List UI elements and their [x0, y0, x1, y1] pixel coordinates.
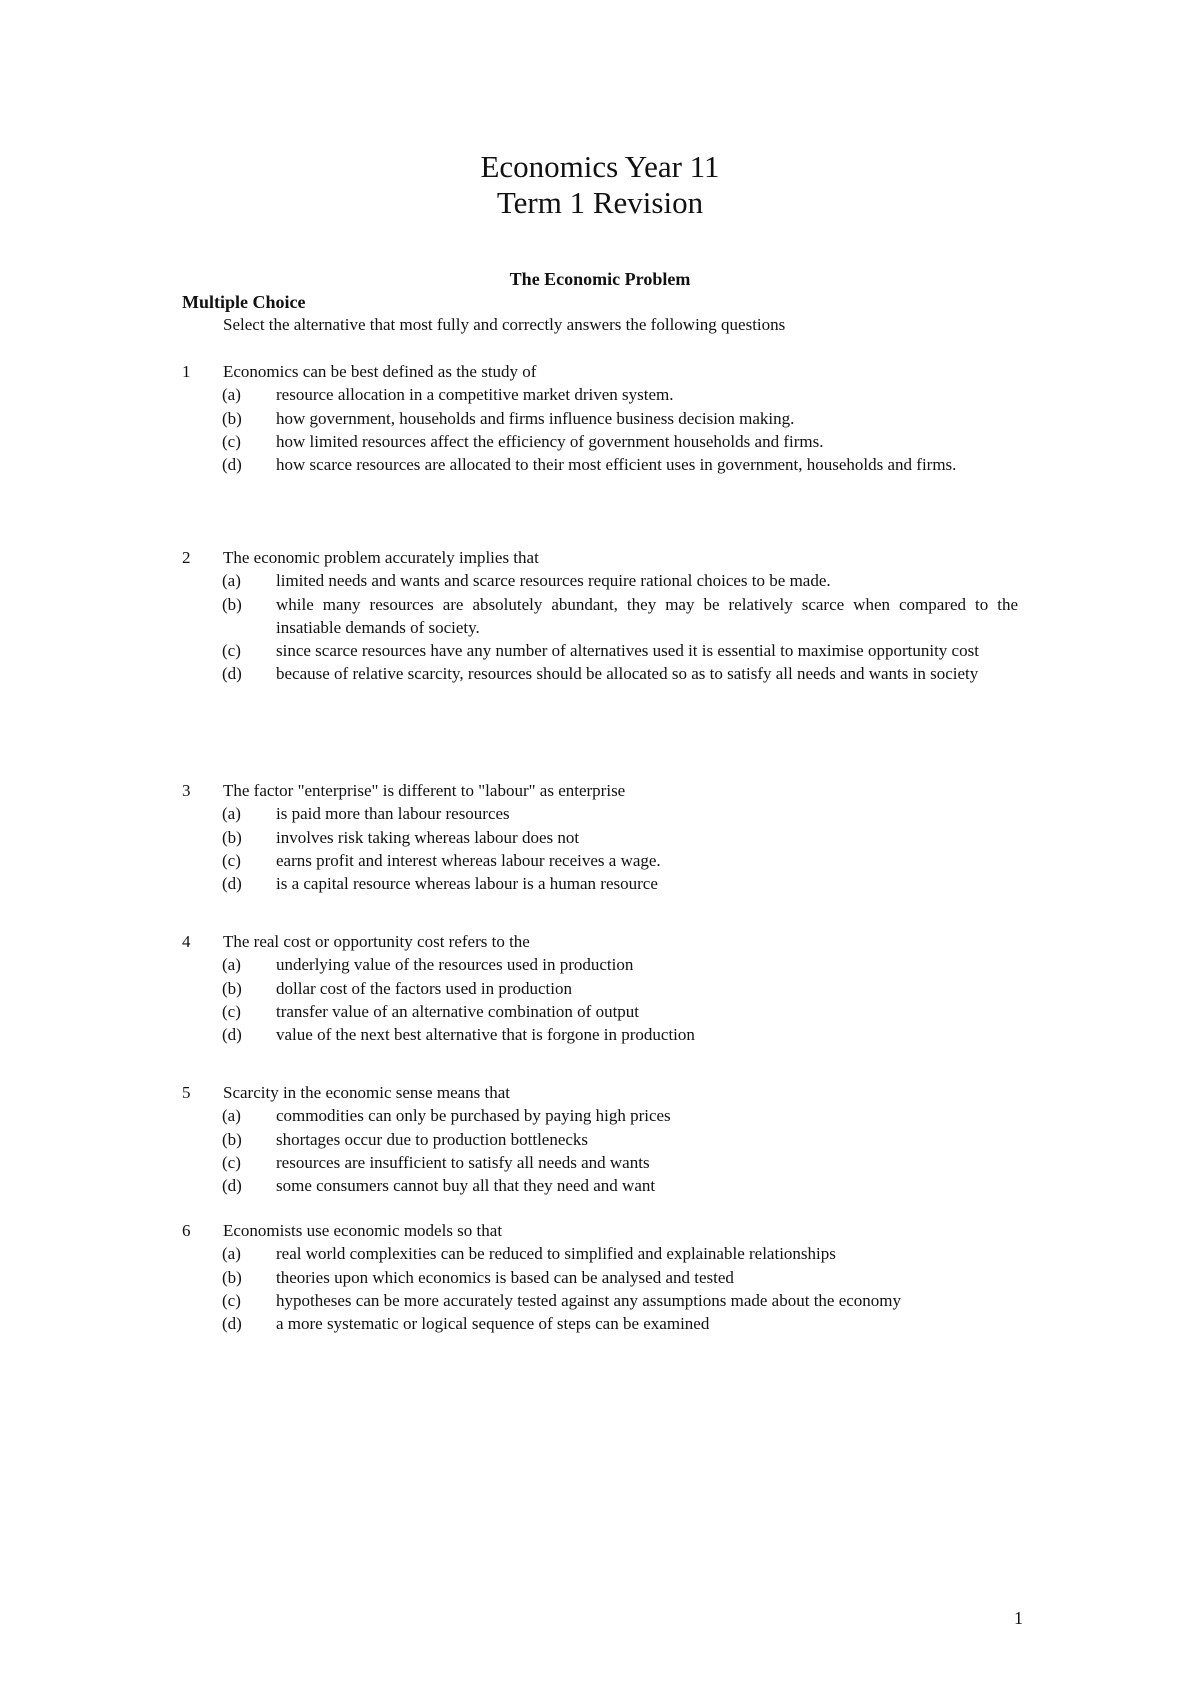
question-number: 2: [182, 548, 191, 567]
option-letter: (b): [222, 408, 242, 428]
question-4: [182, 930, 1022, 1046]
option-letter: (d): [222, 1176, 242, 1196]
question-stem: The factor "enterprise" is different to "labour" as enterprise: [223, 781, 626, 800]
answer-option-d: [182, 1023, 1022, 1046]
answer-option-a: [182, 1242, 1022, 1265]
option-letter: (b): [222, 594, 242, 614]
question-stem: The real cost or opportunity cost refers to the: [223, 932, 530, 951]
question-5: [182, 1081, 1022, 1197]
answer-option-d: [182, 1174, 1022, 1197]
answer-option-b: [182, 407, 1022, 430]
option-text: limited needs and wants and scarce resources require rational choices to be made.: [276, 571, 831, 591]
option-text: real world complexities can be reduced to simplified and explainable relationships: [276, 1244, 836, 1264]
option-text: resources are insufficient to satisfy all needs and wants: [276, 1152, 650, 1172]
answer-option-d: [182, 662, 1022, 685]
option-text: transfer value of an alternative combination of output: [276, 1001, 640, 1021]
answer-option-a: [182, 383, 1022, 406]
option-letter: (d): [222, 874, 242, 894]
question-6: [182, 1219, 1022, 1335]
question-number: 5: [182, 1083, 191, 1102]
option-letter: (b): [222, 827, 242, 847]
option-text: while many resources are absolutely abundant, they may be relatively scarce when compared to the insatiable demands of society.: [276, 594, 1018, 637]
option-letter: (d): [222, 1314, 242, 1334]
option-letter: (c): [222, 641, 241, 661]
answer-option-a: [182, 802, 1022, 825]
option-letter: (a): [222, 1106, 241, 1126]
option-text: commodities can only be purchased by paying high prices: [276, 1106, 671, 1126]
option-letter: (c): [222, 431, 241, 451]
option-text: some consumers cannot buy all that they need and want: [276, 1176, 656, 1196]
option-letter: (a): [222, 1244, 241, 1264]
answer-option-b: [182, 593, 1022, 640]
answer-option-c: [182, 639, 1022, 662]
question-number: 3: [182, 781, 191, 800]
option-text: since scarce resources have any number of alternatives used it is essential to maximise opportunity cost: [276, 641, 979, 661]
option-letter: (a): [222, 955, 241, 975]
question-1: [182, 360, 1022, 476]
answer-option-c: [182, 1151, 1022, 1174]
question-2: [182, 546, 1022, 686]
answer-option-c: [182, 849, 1022, 872]
option-text: underlying value of the resources used in production: [276, 955, 634, 975]
option-text: earns profit and interest whereas labour receives a wage.: [276, 850, 661, 870]
question-number: 6: [182, 1221, 191, 1240]
option-text: theories upon which economics is based can be analysed and tested: [276, 1267, 734, 1287]
option-letter: (c): [222, 850, 241, 870]
question-stem-row: [182, 930, 1022, 953]
option-letter: (b): [222, 1267, 242, 1287]
option-text: shortages occur due to production bottlenecks: [276, 1129, 589, 1149]
question-stem: Economics can be best defined as the study of: [223, 362, 537, 381]
answer-option-a: [182, 953, 1022, 976]
question-stem: The economic problem accurately implies that: [223, 548, 539, 567]
option-letter: (b): [222, 1129, 242, 1149]
option-letter: (c): [222, 1152, 241, 1172]
option-letter: (b): [222, 978, 242, 998]
document-title-line2: Term 1 Revision: [496, 185, 704, 220]
multiple-choice-heading: Multiple Choice: [182, 292, 306, 312]
option-text: involves risk taking whereas labour does not: [276, 827, 580, 847]
page-number: 1: [1014, 1608, 1023, 1628]
option-text: because of relative scarcity, resources should be allocated so as to satisfy all needs and wants in society: [276, 664, 979, 684]
option-text: value of the next best alternative that is forgone in production: [276, 1025, 695, 1045]
answer-option-a: [182, 569, 1022, 592]
section-title: The Economic Problem: [509, 269, 691, 289]
question-stem-row: [182, 546, 1022, 569]
option-text: how government, households and firms influence business decision making.: [276, 408, 795, 428]
option-letter: (d): [222, 1025, 242, 1045]
option-letter: (c): [222, 1290, 241, 1310]
option-letter: (d): [222, 664, 242, 684]
option-letter: (a): [222, 804, 241, 824]
question-stem: Economists use economic models so that: [223, 1221, 503, 1240]
question-stem-row: [182, 360, 1022, 383]
option-text: resource allocation in a competitive market driven system.: [276, 385, 674, 405]
option-text: hypotheses can be more accurately tested against any assumptions made about the economy: [276, 1290, 902, 1310]
option-letter: (a): [222, 385, 241, 405]
document-title-line1: Economics Year 11: [480, 149, 720, 184]
question-3: [182, 779, 1022, 895]
option-letter: (c): [222, 1001, 241, 1021]
option-text: dollar cost of the factors used in production: [276, 978, 573, 998]
answer-option-d: [182, 872, 1022, 895]
question-stem-row: [182, 1219, 1022, 1242]
option-letter: (a): [222, 571, 241, 591]
answer-option-b: [182, 1128, 1022, 1151]
answer-option-c: [182, 430, 1022, 453]
answer-option-d: [182, 1312, 1022, 1335]
option-text: how limited resources affect the efficiency of government households and firms.: [276, 431, 824, 451]
answer-option-d: [182, 453, 1022, 476]
answer-option-b: [182, 826, 1022, 849]
instructions-text: Select the alternative that most fully and correctly answers the following questions: [223, 315, 786, 334]
answer-option-c: [182, 1289, 1022, 1312]
question-number: 4: [182, 932, 191, 951]
option-text: is paid more than labour resources: [276, 804, 510, 824]
answer-option-b: [182, 1266, 1022, 1289]
question-number: 1: [182, 362, 191, 381]
option-text: is a capital resource whereas labour is a human resource: [276, 874, 658, 894]
option-text: how scarce resources are allocated to their most efficient uses in government, households and firms.: [276, 455, 957, 475]
option-text: a more systematic or logical sequence of steps can be examined: [276, 1314, 710, 1334]
question-stem: Scarcity in the economic sense means that: [223, 1083, 511, 1102]
option-letter: (d): [222, 455, 242, 475]
answer-option-b: [182, 977, 1022, 1000]
answer-option-a: [182, 1104, 1022, 1127]
question-stem-row: [182, 779, 1022, 802]
question-stem-row: [182, 1081, 1022, 1104]
answer-option-c: [182, 1000, 1022, 1023]
